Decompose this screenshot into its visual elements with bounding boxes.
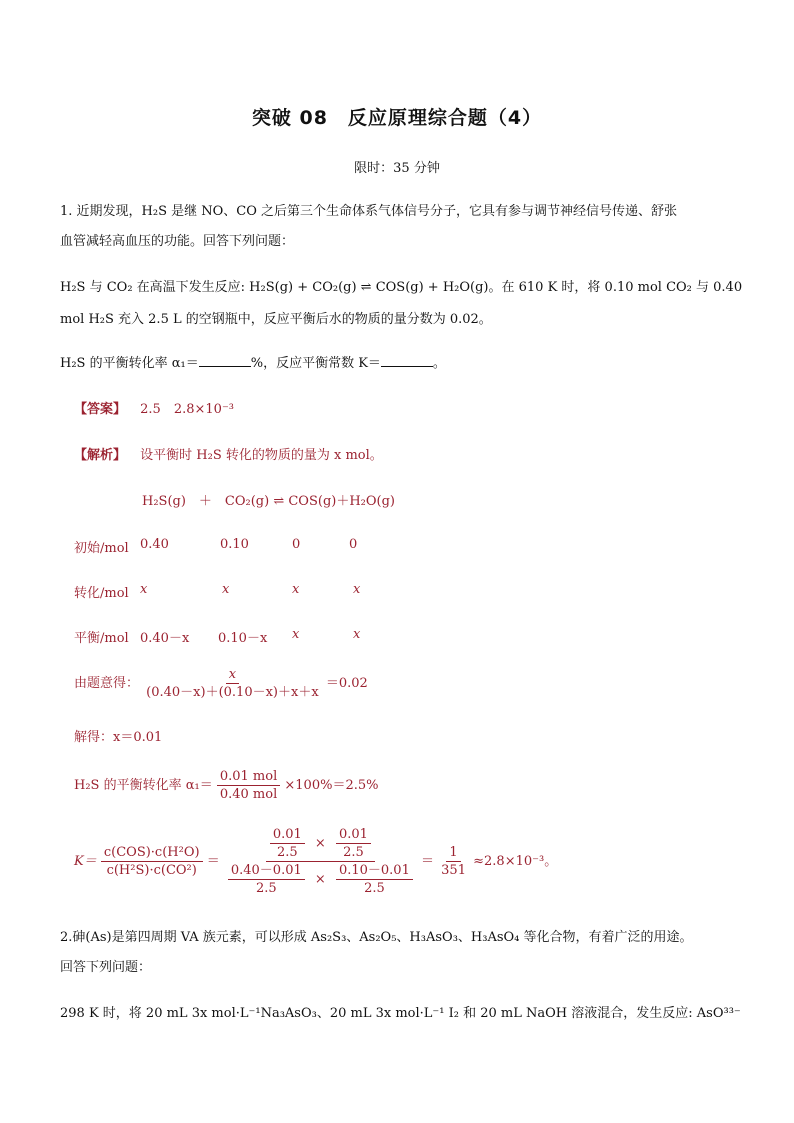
q2-line-1: 2.砷(As)是第四周期 VA 族元素，可以形成 As₂S₃、As₂O₅、H₃AsO₃、H₃AsO₄ 等化合物，有着广泛的用途。 [60,930,693,945]
cell-initial-h2s: 0.40 [140,537,169,552]
q1-question [60,354,446,374]
k-n1-den: 2.5 [276,845,298,860]
row-label-initial: 初始/mol [74,541,129,556]
q1-line-2: 血管减轻高血压的功能。回答下列问题： [60,234,295,249]
cell-initial-h2o: 0 [349,537,358,552]
k-equals-1: ＝ [206,853,220,869]
k-def-numerator: c(COS)·c(H²O) [101,844,203,862]
cell-eq-h2s: 0.40－x [140,631,190,646]
eq1-fraction [143,666,322,701]
analysis-text: 设平衡时 H₂S 转化的物质的量为 x mol。 [140,448,383,463]
cell-change-co2: x [222,582,230,597]
conv-fraction [217,768,280,803]
cell-change-cos: x [292,582,300,597]
k-times-top: × [314,836,326,851]
q1-line-3: H₂S 与 CO₂ 在高温下发生反应: H₂S(g) + CO₂(g) ⇌ COS(g) + H₂O(g)。在 610 K 时，将 0.10 mol CO₂ 与 0.40 [60,280,743,295]
k-tail: ≈2.8×10⁻³。 [473,853,558,869]
conv-label: H₂S 的平衡转化率 α₁＝ [74,777,213,793]
q1-line-4: mol H₂S 充入 2.5 L 的空钢瓶中，反应平衡后水的物质的量分数为 0.02。 [60,312,492,327]
eq1-label: 由题意得： [74,675,140,691]
k-equals-2: ＝ [421,853,435,869]
q1-ask-mid: %，反应平衡常数 K＝ [250,356,381,371]
eq1-denominator: (0.40－x)＋(0.10－x)＋x＋x [146,685,319,700]
k-numeric-numerator [266,826,375,862]
cell-change-h2o: x [353,582,361,597]
k-numeric-fraction [224,826,417,897]
q1-ask-post: 。 [432,356,446,371]
k-d1-num: 0.40－0.01 [228,862,305,880]
k-d1-den: 2.5 [255,881,277,896]
k-d2-den: 2.5 [364,881,385,896]
conversion-equation [74,768,378,803]
answer-blank-k [381,354,433,367]
conv-numerator: 0.01 mol [217,768,280,786]
q1-line-1: 1. 近期发现，H₂S 是继 NO、CO 之后第三个生命体系气体信号分子，它具有参与调节神经信号传递、舒张 [60,204,678,219]
k-n2-fraction [336,826,371,861]
k-result-num: 1 [446,844,460,862]
k-lhs: K＝ [74,853,97,869]
answer-blank-alpha [199,354,251,367]
answer-block [74,400,234,420]
equilibrium-constant-equation [74,826,557,897]
k-n1-fraction [270,826,305,861]
k-n1-num: 0.01 [270,826,305,844]
page-title: 突破 08 反应原理综合题（4） [251,107,543,129]
k-result-den: 351 [441,863,466,878]
k-d2-fraction [336,862,413,897]
cell-initial-co2: 0.10 [220,537,249,552]
k-times-bottom: × [314,872,326,887]
cell-change-h2s: x [140,582,148,597]
answer-text: 2.5 2.8×10⁻³ [140,402,235,417]
mole-fraction-equation [74,666,368,701]
k-d2-num: 0.10－0.01 [336,862,413,880]
k-result-fraction [438,844,469,879]
q2-line-3: 298 K 时，将 20 mL 3x mol·L⁻¹Na₃AsO₃、20 mL 3x mol·L⁻¹ I₂ 和 20 mL NaOH 溶液混合，发生反应: AsO³³⁻ [60,1006,741,1021]
cell-eq-co2: 0.10－x [218,631,268,646]
row-label-equilibrium: 平衡/mol [74,631,129,646]
k-n2-num: 0.01 [336,826,371,844]
q2-line-2: 回答下列问题： [60,960,152,975]
reaction-equation: H₂S(g) ＋ CO₂(g) ⇌ COS(g)＋H₂O(g) [142,494,396,509]
k-definition-fraction [101,844,203,879]
k-def-denominator: c(H²S)·c(CO²) [106,863,197,878]
cell-eq-cos: x [292,627,300,642]
cell-initial-cos: 0 [292,537,301,552]
k-numeric-denominator [224,862,417,897]
cell-eq-h2o: x [353,627,361,642]
q1-ask-pre: H₂S 的平衡转化率 α₁＝ [60,356,199,371]
k-n2-den: 2.5 [343,845,364,860]
row-label-change: 转化/mol [74,586,129,601]
conv-denominator: 0.40 mol [219,787,278,802]
eq1-numerator: x [226,666,239,684]
solve-line: 解得：x＝0.01 [74,730,163,745]
conv-rhs: ×100%＝2.5% [284,777,379,793]
answer-tag: 【答案】 [74,402,127,417]
eq1-rhs: ＝0.02 [325,675,368,691]
time-limit: 限时：35 分钟 [354,161,440,176]
analysis-tag: 【解析】 [74,448,127,463]
analysis-block [74,446,383,466]
k-d1-fraction [228,862,305,897]
